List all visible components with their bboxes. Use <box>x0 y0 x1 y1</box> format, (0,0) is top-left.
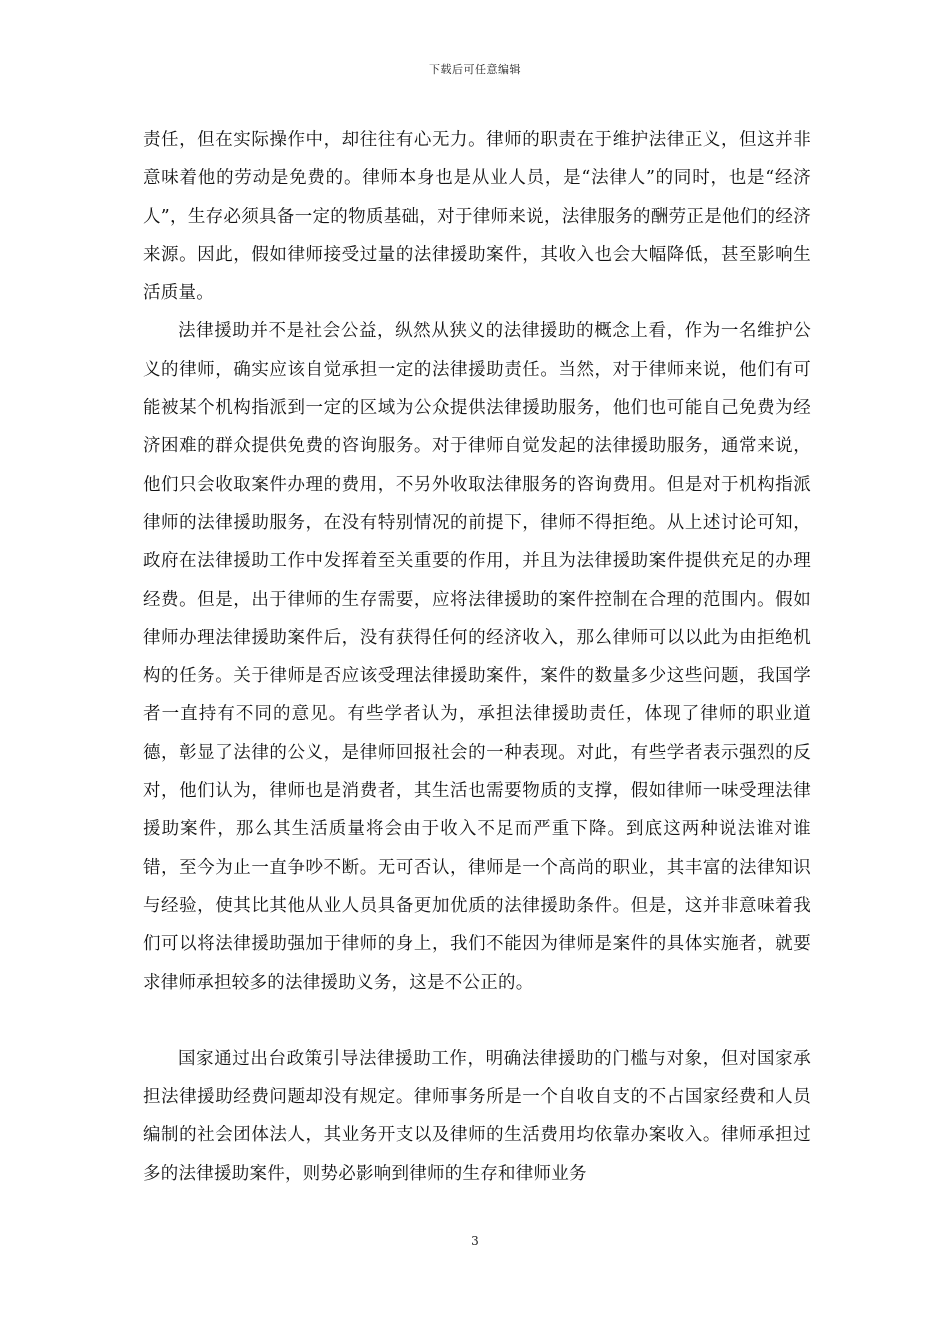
paragraph-3: 国家通过出台政策引导法律援助工作，明确法律援助的门槛与对象，但对国家承担法律援助经费问题却没有规定。律师事务所是一个自收自支的不占国家经费和人员编制的社会团体法人，其业务开支以及律师的生活费用均依靠办案收入。律师承担过多的法律援助案件，则势必影响到律师的生存和律师业务 <box>143 1048 811 1184</box>
page-number: 3 <box>471 1234 479 1248</box>
paragraph-1: 责任，但在实际操作中，却往往有心无力。律师的职责在于维护法律正义，但这并非意味着他的劳动是免费的。律师本身也是从业人员，是“法律人”的同时，也是“经济人”，生存必须具备一定的物质基础，对于律师来说，法律服务的酬劳正是他们的经济来源。因此，假如律师接受过量的法律援助案件，其收入也会大幅降低，甚至影响生活质量。 <box>143 130 811 304</box>
paragraph-gap <box>143 1002 811 1040</box>
paragraph-2: 法律援助并不是社会公益，纵然从狭义的法律援助的概念上看，作为一名维护公义的律师，确实应该自觉承担一定的法律援助责任。当然，对于律师来说，他们有可能被某个机构指派到一定的区域为公众提供法律援助服务，他们也可能自己免费为经济困难的群众提供免费的咨询服务。对于律师自觉发起的法律援助服务，通常来说，他们只会收取案件办理的费用，不另外收取法律服务的咨询费用。但是对于机构指派律师的法律援助服务，在没有特别情况的前提下，律师不得拒绝。从上述讨论可知，政府在法律援助工作中发挥着至关重要的作用，并且为法律援助案件提供充足的办理经费。但是，出于律师的生存需要，应将法律援助的案件控制在合理的范围内。假如律师办理法律援助案件后，没有获得任何的经济收入，那么律师可以以此为由拒绝机构的任务。关于律师是否应该受理法律援助案件，案件的数量多少这些问题，我国学者一直持有不同的意见。有些学者认为，承担法律援助责任，体现了律师的职业道德，彰显了法律的公义，是律师回报社会的一种表现。对此，有些学者表示强烈的反对，他们认为，律师也是消费者，其生活也需要物质的支撑，假如律师一味受理法律援助案件，那么其生活质量将会由于收入不足而严重下降。到底这两种说法谁对谁错，至今为止一直争吵不断。无可否认，律师是一个高尚的职业，其丰富的法律知识与经验，使其比其他从业人员具备更加优质的法律援助条件。但是，这并非意味着我们可以将法律援助强加于律师的身上，我们不能因为律师是案件的具体实施者，就要求律师承担较多的法律援助义务，这是不公正的。 <box>143 321 811 993</box>
document-body <box>143 121 811 1193</box>
page-header: 下载后可任意编辑 <box>429 63 521 76</box>
